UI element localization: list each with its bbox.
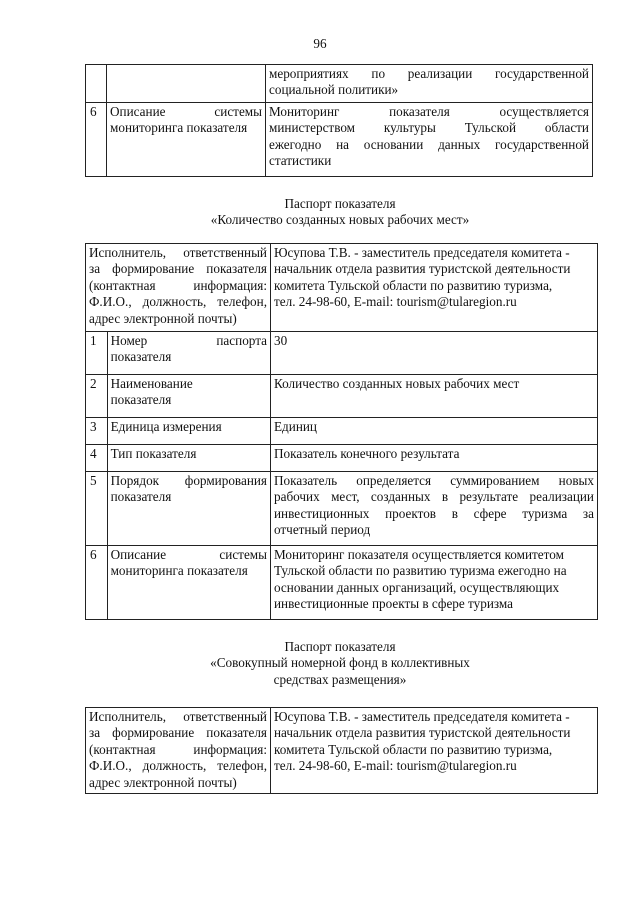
passport-1-heading xyxy=(85,196,595,229)
cell-line: мониторинга показателя xyxy=(110,563,248,579)
row-number-cell: 2 xyxy=(86,375,108,418)
cell-line: Ф.И.О., должность, телефон, xyxy=(89,294,267,310)
executor-value-cell xyxy=(271,244,598,332)
cell-line: Тип показателя xyxy=(110,446,197,461)
cell-line: (контактная информация: xyxy=(89,741,267,757)
cell-line: мониторинга показателя xyxy=(110,120,248,136)
table-row xyxy=(86,103,593,177)
cell-line: начальник отдела развития туристской деятельности xyxy=(274,261,571,277)
cell-line: адрес электронной почты) xyxy=(89,774,237,790)
row-value-cell xyxy=(271,445,598,472)
cell-line: основании данных организаций, осуществляющих xyxy=(274,579,560,595)
executor-label-cell xyxy=(86,244,271,332)
executor-label-cell xyxy=(86,708,271,794)
table-row xyxy=(86,65,593,103)
cell-line: комитета Тульской области по развитию туризма, xyxy=(274,277,553,293)
row-value-cell xyxy=(266,65,593,103)
executor-value-cell xyxy=(271,708,598,794)
cell-line: социальной политики» xyxy=(269,82,399,98)
passport-2-table xyxy=(85,707,598,794)
cell-line: 30 xyxy=(274,333,288,348)
row-name-cell xyxy=(107,445,270,472)
cell-line: инвестиционных проектов в сфере туризма за xyxy=(274,505,594,521)
cell-line: статистики xyxy=(269,153,332,169)
row-value-cell xyxy=(266,103,593,177)
cell-line: инвестиционные проекты в сфере туризма xyxy=(274,596,514,612)
cell-line: Ф.И.О., должность, телефон, xyxy=(89,758,267,774)
cell-line: Показатель конечного результата xyxy=(274,446,460,461)
row-number-cell: 3 xyxy=(86,418,108,445)
cell-line: (контактная информация: xyxy=(89,277,267,293)
cell-line: Исполнитель, ответственный xyxy=(89,709,267,724)
row-name-cell xyxy=(107,375,270,418)
cell-line: Описание системы xyxy=(110,547,267,562)
cell-line: Единица измерения xyxy=(110,419,222,434)
row-number-cell: 1 xyxy=(86,332,108,375)
cell-line: Единиц xyxy=(274,419,317,434)
page-number: 96 xyxy=(313,36,327,51)
row-number-cell: 5 xyxy=(86,472,108,546)
passport-subtitle: «Количество созданных новых рабочих мест» xyxy=(210,212,470,228)
cell-line: Исполнитель, ответственный xyxy=(89,245,267,260)
passport-subtitle: «Совокупный номерной фонд в коллективных xyxy=(210,655,470,671)
cell-line: за формирование показателя xyxy=(89,261,267,277)
row-value-cell xyxy=(271,375,598,418)
table-row xyxy=(86,445,598,472)
row-name-cell xyxy=(107,332,270,375)
cell-line: тел. 24-98-60, E-mail: tourism@tularegion.ru xyxy=(274,758,517,774)
row-name-cell xyxy=(107,546,270,620)
table-row xyxy=(86,546,598,620)
cell-line: Показатель определяется суммированием новых xyxy=(274,473,594,488)
top-table xyxy=(85,64,593,177)
cell-line: Юсупова Т.В. - заместитель председателя комитета - xyxy=(274,709,570,724)
passport-subtitle: средствах размещения» xyxy=(273,671,407,687)
row-name-cell xyxy=(107,472,270,546)
row-value-cell xyxy=(271,472,598,546)
cell-line: Мониторинг показателя осуществляется комитетом xyxy=(274,547,564,562)
executor-row xyxy=(86,708,598,794)
passport-2-heading xyxy=(85,639,595,688)
row-name-cell xyxy=(107,418,270,445)
cell-line: министерством культуры Тульской области xyxy=(269,120,589,136)
cell-line: за формирование показателя xyxy=(89,725,267,741)
cell-line: показателя xyxy=(110,489,172,505)
passport-1-table xyxy=(85,243,598,620)
cell-line: показателя xyxy=(110,349,172,365)
row-number-cell: 6 xyxy=(86,103,107,177)
row-value-cell xyxy=(271,332,598,375)
row-number-cell: 4 xyxy=(86,445,108,472)
passport-title: Паспорт показателя xyxy=(284,639,396,654)
cell-line: Описание системы xyxy=(110,104,262,119)
row-number-cell xyxy=(86,65,107,103)
cell-line: начальник отдела развития туристской деятельности xyxy=(274,725,571,741)
cell-line: Порядок формирования xyxy=(110,473,267,488)
row-name-cell xyxy=(107,103,266,177)
table-row xyxy=(86,472,598,546)
row-name-cell xyxy=(107,65,266,103)
cell-line: мероприятиях по реализации государственной xyxy=(269,66,589,81)
cell-line: отчетный период xyxy=(274,522,371,538)
cell-line: показателя xyxy=(110,392,172,408)
table-row xyxy=(86,418,598,445)
cell-line: Наименование xyxy=(110,376,193,391)
row-number-cell: 6 xyxy=(86,546,108,620)
cell-line: тел. 24-98-60, E-mail: tourism@tularegion.ru xyxy=(274,294,517,310)
cell-line: Тульской области по развитию туризма ежегодно на xyxy=(274,563,567,579)
cell-line: Юсупова Т.В. - заместитель председателя комитета - xyxy=(274,245,570,260)
row-value-cell xyxy=(271,546,598,620)
table-row xyxy=(86,375,598,418)
table-row xyxy=(86,332,598,375)
executor-row xyxy=(86,244,598,332)
cell-line: Номер паспорта xyxy=(110,333,267,348)
row-value-cell xyxy=(271,418,598,445)
cell-line: рабочих мест, созданных в результате реализации xyxy=(274,489,594,505)
cell-line: комитета Тульской области по развитию туризма, xyxy=(274,741,553,757)
passport-title: Паспорт показателя xyxy=(284,196,396,211)
cell-line: ежегодно на основании данных государственной xyxy=(269,136,589,152)
cell-line: Количество созданных новых рабочих мест xyxy=(274,376,520,391)
cell-line: адрес электронной почты) xyxy=(89,310,237,326)
cell-line: Мониторинг показателя осуществляется xyxy=(269,104,589,119)
